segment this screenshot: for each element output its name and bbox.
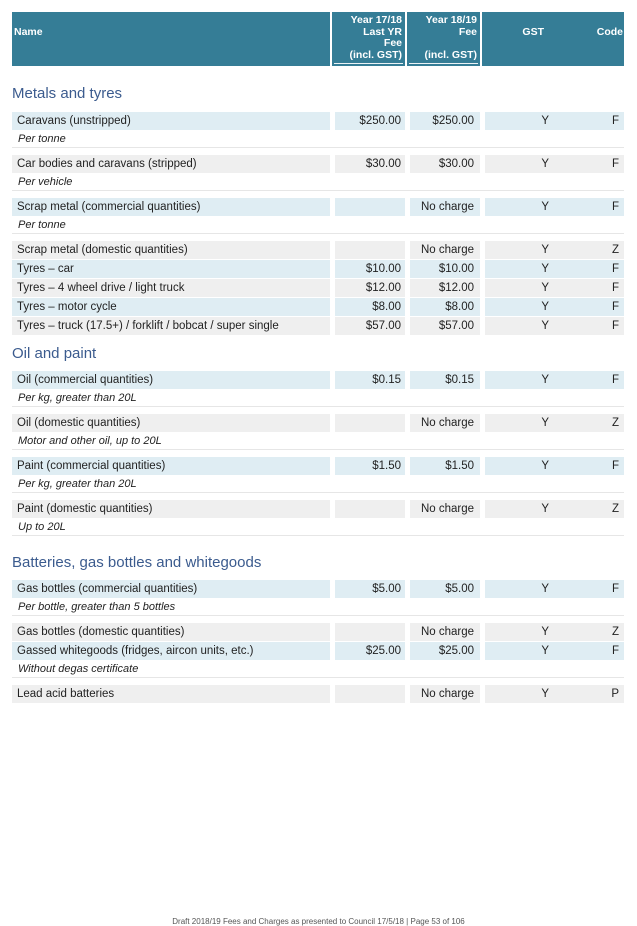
row-code: F (552, 279, 624, 297)
row-prev-fee (335, 198, 405, 216)
table-row (12, 642, 624, 660)
row-prev-fee: $5.00 (335, 580, 405, 598)
table-row (12, 241, 624, 259)
row-gst: Y (485, 112, 552, 130)
row-prev-fee: $57.00 (335, 317, 405, 335)
column-header-prev-fee-incl: (incl. GST) (349, 48, 402, 61)
row-prev-fee (335, 414, 405, 432)
table-row (12, 414, 624, 432)
row-prev-fee: $8.00 (335, 298, 405, 316)
column-header-gst (482, 12, 552, 66)
row-name: Scrap metal (commercial quantities) (12, 198, 330, 216)
page-footer: Draft 2018/19 Fees and Charges as presented to Council 17/5/18 | Page 53 of 106 (172, 917, 465, 926)
column-header-cur-fee-line1: Year 18/19 (425, 14, 477, 26)
row-note: Per bottle, greater than 5 bottles (12, 598, 624, 616)
row-code: F (552, 317, 624, 335)
table-header (12, 12, 624, 66)
row-cur-fee: $8.00 (410, 298, 480, 316)
row-cur-fee: $12.00 (410, 279, 480, 297)
row-code: F (552, 298, 624, 316)
row-code: Z (552, 623, 624, 641)
row-prev-fee (335, 500, 405, 518)
row-name: Gas bottles (commercial quantities) (12, 580, 330, 598)
row-name: Scrap metal (domestic quantities) (12, 241, 330, 259)
row-prev-fee (335, 623, 405, 641)
column-header-code-label: Code (596, 26, 623, 38)
row-gst: Y (485, 414, 552, 432)
column-header-name (12, 12, 330, 66)
row-code: Z (552, 500, 624, 518)
row-gst: Y (485, 580, 552, 598)
header-underline (409, 63, 478, 64)
column-header-cur-fee (407, 12, 480, 66)
row-cur-fee: $10.00 (410, 260, 480, 278)
row-gst: Y (485, 685, 552, 703)
row-prev-fee: $25.00 (335, 642, 405, 660)
row-prev-fee: $12.00 (335, 279, 405, 297)
row-name: Paint (domestic quantities) (12, 500, 330, 518)
row-prev-fee: $250.00 (335, 112, 405, 130)
table-row (12, 155, 624, 173)
row-cur-fee: No charge (410, 500, 480, 518)
row-prev-fee: $10.00 (335, 260, 405, 278)
row-name: Tyres – car (12, 260, 330, 278)
row-gst: Y (485, 260, 552, 278)
row-code: Z (552, 241, 624, 259)
table-row (12, 198, 624, 216)
row-name: Gas bottles (domestic quantities) (12, 623, 330, 641)
row-gst: Y (485, 279, 552, 297)
row-code: F (552, 260, 624, 278)
column-header-prev-fee (332, 12, 405, 66)
row-code: F (552, 580, 624, 598)
row-note: Per kg, greater than 20L (12, 389, 624, 407)
table-row (12, 580, 624, 598)
row-name: Oil (commercial quantities) (12, 371, 330, 389)
table-row (12, 317, 624, 335)
row-code: F (552, 371, 624, 389)
row-name: Lead acid batteries (12, 685, 330, 703)
row-cur-fee: $5.00 (410, 580, 480, 598)
section-title-oil: Oil and paint (12, 345, 97, 362)
row-cur-fee: $1.50 (410, 457, 480, 475)
row-note: Per vehicle (12, 173, 624, 191)
column-header-prev-fee-line2: Last YR (363, 25, 402, 38)
row-prev-fee: $0.15 (335, 371, 405, 389)
row-gst: Y (485, 198, 552, 216)
row-cur-fee: $0.15 (410, 371, 480, 389)
table-row (12, 260, 624, 278)
row-note: Up to 20L (12, 518, 624, 536)
row-gst: Y (485, 155, 552, 173)
row-gst: Y (485, 317, 552, 335)
table-row (12, 457, 624, 475)
row-code: Z (552, 414, 624, 432)
row-prev-fee (335, 685, 405, 703)
table-row (12, 371, 624, 389)
row-cur-fee: No charge (410, 241, 480, 259)
row-gst: Y (485, 623, 552, 641)
row-name: Caravans (unstripped) (12, 112, 330, 130)
row-cur-fee: $250.00 (410, 112, 480, 130)
row-gst: Y (485, 642, 552, 660)
row-name: Tyres – truck (17.5+) / forklift / bobcat / super single (12, 317, 330, 335)
table-row (12, 112, 624, 130)
row-code: F (552, 112, 624, 130)
row-name: Gassed whitegoods (fridges, aircon units, etc.) (12, 642, 330, 660)
row-note: Per tonne (12, 216, 624, 234)
table-row (12, 298, 624, 316)
table-row (12, 623, 624, 641)
column-header-gst-label: GST (522, 26, 544, 38)
row-gst: Y (485, 241, 552, 259)
section-title-metals: Metals and tyres (12, 85, 123, 102)
section-title-batteries: Batteries, gas bottles and whitegoods (12, 554, 262, 571)
row-gst: Y (485, 298, 552, 316)
row-cur-fee: No charge (410, 198, 480, 216)
row-cur-fee: $57.00 (410, 317, 480, 335)
column-header-name-label: Name (14, 26, 43, 38)
row-name: Oil (domestic quantities) (12, 414, 330, 432)
column-header-spacer (407, 38, 477, 50)
column-header-prev-fee-line1: Year 17/18 (350, 14, 402, 26)
row-cur-fee: No charge (410, 623, 480, 641)
row-code: P (552, 685, 624, 703)
row-gst: Y (485, 371, 552, 389)
row-code: F (552, 198, 624, 216)
row-cur-fee: $30.00 (410, 155, 480, 173)
row-note: Per kg, greater than 20L (12, 475, 624, 493)
row-gst: Y (485, 457, 552, 475)
row-name: Paint (commercial quantities) (12, 457, 330, 475)
row-name: Tyres – 4 wheel drive / light truck (12, 279, 330, 297)
row-code: F (552, 457, 624, 475)
row-cur-fee: No charge (410, 414, 480, 432)
column-header-cur-fee-incl: (incl. GST) (424, 48, 477, 61)
row-name: Car bodies and caravans (stripped) (12, 155, 330, 173)
row-prev-fee: $1.50 (335, 457, 405, 475)
row-note: Motor and other oil, up to 20L (12, 432, 624, 450)
row-name: Tyres – motor cycle (12, 298, 330, 316)
row-prev-fee (335, 241, 405, 259)
row-note: Without degas certificate (12, 660, 624, 678)
row-gst: Y (485, 500, 552, 518)
row-code: F (552, 155, 624, 173)
column-header-cur-fee-line2: Fee (458, 25, 477, 38)
row-note: Per tonne (12, 130, 624, 148)
row-cur-fee: $25.00 (410, 642, 480, 660)
column-header-code (552, 12, 624, 66)
table-row (12, 279, 624, 297)
row-cur-fee: No charge (410, 685, 480, 703)
row-prev-fee: $30.00 (335, 155, 405, 173)
table-row (12, 500, 624, 518)
header-underline (334, 63, 403, 64)
column-header-prev-fee-line3: Fee (383, 37, 402, 49)
row-code: F (552, 642, 624, 660)
table-row (12, 685, 624, 703)
